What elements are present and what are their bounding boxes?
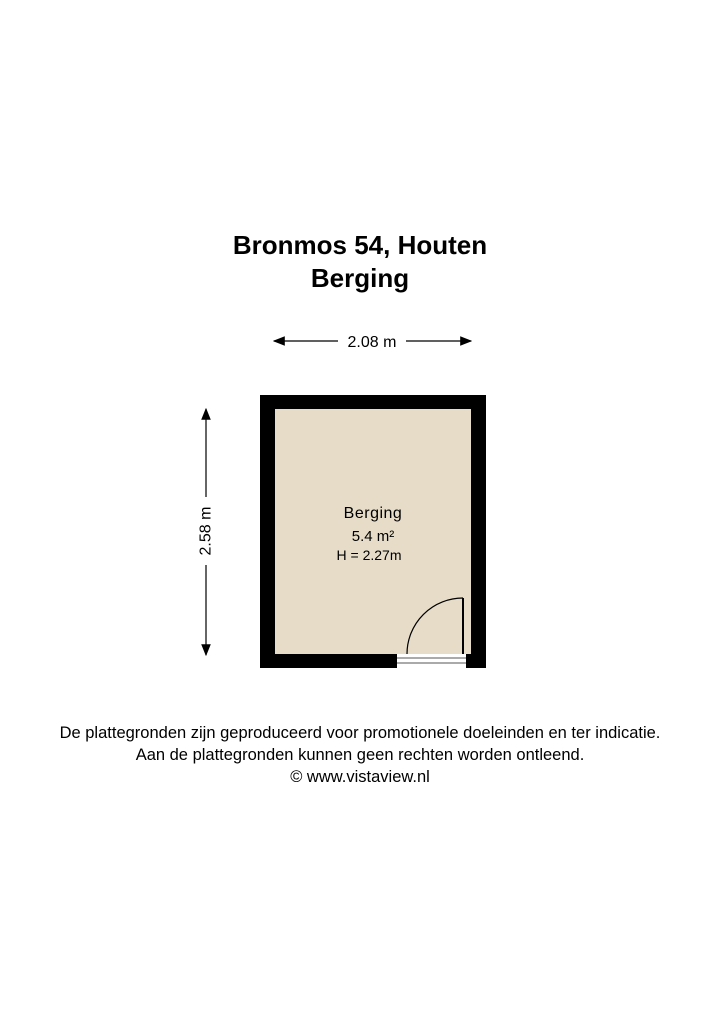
- height-dimension-label: 2.58 m: [197, 506, 215, 556]
- disclaimer-line-1: De plattegronden zijn geproduceerd voor promotionele doeleinden en ter indicatie.: [59, 724, 661, 742]
- plan-floor-title: Berging: [310, 263, 410, 293]
- door-opening: [393, 654, 470, 668]
- height-dimension: [198, 409, 215, 655]
- disclaimer-line-2: Aan de plattegronden kunnen geen rechten worden ontleend.: [135, 746, 585, 764]
- copyright-text: © www.vistaview.nl: [290, 768, 430, 786]
- width-dimension: [274, 334, 471, 351]
- room-name-label: Berging: [343, 505, 403, 522]
- plan-address-title: Bronmos 54, Houten: [232, 230, 488, 260]
- door-frame-left: [393, 654, 397, 668]
- door-frame-right: [466, 654, 470, 668]
- room-ceiling-height-label: H = 2.27m: [336, 547, 402, 563]
- width-dimension-label: 2.08 m: [347, 334, 397, 351]
- room-area-label: 5.4 m²: [351, 528, 395, 545]
